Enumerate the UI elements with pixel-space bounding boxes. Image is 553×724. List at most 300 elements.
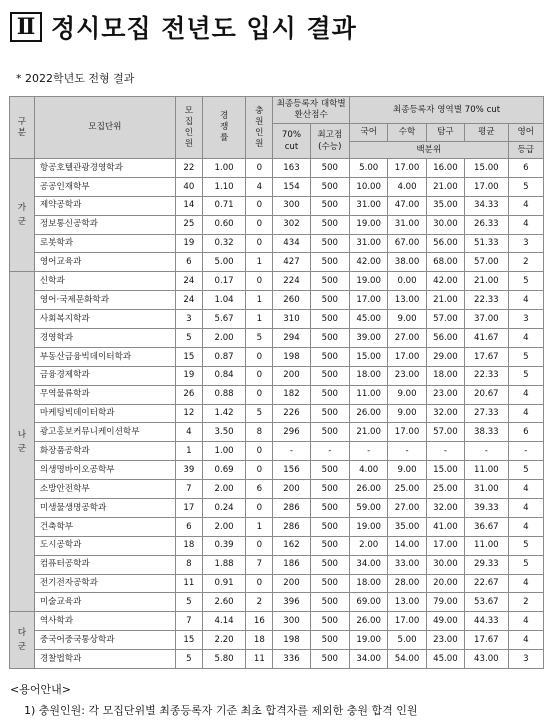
dept-name-cell: 경찰법학과 bbox=[34, 650, 175, 669]
value-cell: 68.00 bbox=[426, 253, 464, 272]
value-cell: 0 bbox=[246, 159, 273, 178]
value-cell: 4 bbox=[508, 517, 543, 536]
value-cell: 17.00 bbox=[426, 536, 464, 555]
value-cell: 4 bbox=[508, 574, 543, 593]
value-cell: 79.00 bbox=[426, 593, 464, 612]
value-cell: 198 bbox=[273, 631, 310, 650]
table-row bbox=[10, 272, 544, 291]
value-cell: 200 bbox=[273, 480, 310, 499]
header-cut70: 70% cut bbox=[273, 124, 310, 159]
header-area-pct: 최종등록자 영역별 70% cut bbox=[350, 97, 544, 124]
value-cell: 0.32 bbox=[202, 234, 246, 253]
table-row bbox=[10, 480, 544, 499]
value-cell: 21.00 bbox=[426, 291, 464, 310]
value-cell: 20.00 bbox=[426, 574, 464, 593]
value-cell: 1.04 bbox=[202, 291, 246, 310]
value-cell: 2.60 bbox=[202, 593, 246, 612]
value-cell: 6 bbox=[508, 423, 543, 442]
value-cell: 1 bbox=[246, 517, 273, 536]
value-cell: 11 bbox=[175, 574, 202, 593]
value-cell: 4.14 bbox=[202, 612, 246, 631]
value-cell: 3 bbox=[175, 310, 202, 329]
value-cell: 1.00 bbox=[202, 442, 246, 461]
value-cell: 17.00 bbox=[388, 612, 426, 631]
value-cell: 0.87 bbox=[202, 347, 246, 366]
value-cell: 500 bbox=[310, 347, 349, 366]
header-math: 수학 bbox=[388, 124, 426, 142]
value-cell: 500 bbox=[310, 291, 349, 310]
value-cell: 17.00 bbox=[388, 423, 426, 442]
value-cell: - bbox=[465, 442, 509, 461]
value-cell: 19.00 bbox=[350, 272, 388, 291]
value-cell: 69.00 bbox=[350, 593, 388, 612]
value-cell: 0 bbox=[246, 366, 273, 385]
header-avg: 평균 bbox=[465, 124, 509, 142]
value-cell: - bbox=[350, 442, 388, 461]
value-cell: 25 bbox=[175, 215, 202, 234]
admission-results-table bbox=[9, 96, 544, 669]
value-cell: 1.10 bbox=[202, 177, 246, 196]
value-cell: 29.33 bbox=[465, 555, 509, 574]
table-row bbox=[10, 310, 544, 329]
dept-name-cell: 화장품공학과 bbox=[34, 442, 175, 461]
value-cell: 15.00 bbox=[426, 461, 464, 480]
table-row bbox=[10, 159, 544, 178]
value-cell: 13.00 bbox=[388, 291, 426, 310]
group-label: 나군 bbox=[10, 272, 35, 612]
value-cell: 17.00 bbox=[388, 347, 426, 366]
value-cell: 162 bbox=[273, 536, 310, 555]
value-cell: 39.00 bbox=[350, 329, 388, 348]
value-cell: 2.00 bbox=[202, 329, 246, 348]
table-row bbox=[10, 593, 544, 612]
value-cell: 35.00 bbox=[388, 517, 426, 536]
dept-name-cell: 소방안전학부 bbox=[34, 480, 175, 499]
value-cell: 500 bbox=[310, 366, 349, 385]
value-cell: 0 bbox=[246, 461, 273, 480]
dept-name-cell: 로봇학과 bbox=[34, 234, 175, 253]
table-row bbox=[10, 385, 544, 404]
table-row bbox=[10, 517, 544, 536]
value-cell: 13.00 bbox=[388, 593, 426, 612]
value-cell: 15 bbox=[175, 347, 202, 366]
value-cell: 0 bbox=[246, 442, 273, 461]
value-cell: 43.00 bbox=[465, 650, 509, 669]
value-cell: 300 bbox=[273, 196, 310, 215]
value-cell: 45.00 bbox=[426, 650, 464, 669]
value-cell: 11 bbox=[246, 650, 273, 669]
value-cell: 6 bbox=[175, 253, 202, 272]
value-cell: 294 bbox=[273, 329, 310, 348]
value-cell: 500 bbox=[310, 536, 349, 555]
table-row bbox=[10, 366, 544, 385]
dept-name-cell: 제약공학과 bbox=[34, 196, 175, 215]
value-cell: 5 bbox=[508, 555, 543, 574]
value-cell: 9.00 bbox=[388, 385, 426, 404]
value-cell: 5.00 bbox=[388, 631, 426, 650]
value-cell: 41.00 bbox=[426, 517, 464, 536]
value-cell: 41.67 bbox=[465, 329, 509, 348]
value-cell: 1 bbox=[175, 442, 202, 461]
value-cell: 5 bbox=[246, 404, 273, 423]
value-cell: 20.67 bbox=[465, 385, 509, 404]
dept-name-cell: 건축학부 bbox=[34, 517, 175, 536]
value-cell: 7 bbox=[246, 555, 273, 574]
value-cell: 0 bbox=[246, 499, 273, 518]
header-max-score: 최고점 (수능) bbox=[310, 124, 349, 159]
value-cell: 7 bbox=[175, 612, 202, 631]
value-cell: 0 bbox=[246, 215, 273, 234]
value-cell: 1.42 bbox=[202, 404, 246, 423]
value-cell: 500 bbox=[310, 329, 349, 348]
value-cell: 154 bbox=[273, 177, 310, 196]
value-cell: 11.00 bbox=[350, 385, 388, 404]
value-cell: 5 bbox=[508, 347, 543, 366]
table-row bbox=[10, 499, 544, 518]
dept-name-cell: 미술교육과 bbox=[34, 593, 175, 612]
value-cell: 226 bbox=[273, 404, 310, 423]
dept-name-cell: 컴퓨터공학과 bbox=[34, 555, 175, 574]
value-cell: 6 bbox=[508, 159, 543, 178]
value-cell: 18.00 bbox=[350, 574, 388, 593]
value-cell: 14.00 bbox=[388, 536, 426, 555]
header-extra: 충원인원 bbox=[246, 97, 273, 159]
table-row bbox=[10, 442, 544, 461]
value-cell: 0.69 bbox=[202, 461, 246, 480]
value-cell: 0 bbox=[246, 196, 273, 215]
value-cell: 12 bbox=[175, 404, 202, 423]
value-cell: 5 bbox=[175, 329, 202, 348]
value-cell: 0.39 bbox=[202, 536, 246, 555]
value-cell: 9.00 bbox=[388, 310, 426, 329]
value-cell: 23.00 bbox=[426, 385, 464, 404]
value-cell: 17.67 bbox=[465, 347, 509, 366]
value-cell: 163 bbox=[273, 159, 310, 178]
value-cell: 38.00 bbox=[388, 253, 426, 272]
table-row bbox=[10, 215, 544, 234]
value-cell: 200 bbox=[273, 574, 310, 593]
value-cell: 15.00 bbox=[465, 159, 509, 178]
value-cell: 49.00 bbox=[426, 612, 464, 631]
value-cell: 18.00 bbox=[426, 366, 464, 385]
value-cell: 1.00 bbox=[202, 159, 246, 178]
value-cell: - bbox=[426, 442, 464, 461]
value-cell: 21.00 bbox=[465, 272, 509, 291]
value-cell: 0 bbox=[246, 536, 273, 555]
dept-name-cell: 마케팅빅데이터학과 bbox=[34, 404, 175, 423]
value-cell: 500 bbox=[310, 612, 349, 631]
value-cell: 0 bbox=[246, 272, 273, 291]
dept-name-cell: 영어·국제문화학과 bbox=[34, 291, 175, 310]
value-cell: 17.00 bbox=[350, 291, 388, 310]
value-cell: 224 bbox=[273, 272, 310, 291]
value-cell: 22 bbox=[175, 159, 202, 178]
value-cell: 56.00 bbox=[426, 234, 464, 253]
value-cell: 0.84 bbox=[202, 366, 246, 385]
value-cell: 500 bbox=[310, 423, 349, 442]
table-row bbox=[10, 574, 544, 593]
value-cell: 22.33 bbox=[465, 291, 509, 310]
value-cell: 500 bbox=[310, 461, 349, 480]
value-cell: 67.00 bbox=[388, 234, 426, 253]
value-cell: 300 bbox=[273, 612, 310, 631]
value-cell: 5 bbox=[508, 536, 543, 555]
value-cell: 286 bbox=[273, 499, 310, 518]
value-cell: 200 bbox=[273, 366, 310, 385]
value-cell: 56.00 bbox=[426, 329, 464, 348]
value-cell: 30.00 bbox=[426, 215, 464, 234]
value-cell: 27.33 bbox=[465, 404, 509, 423]
value-cell: 156 bbox=[273, 461, 310, 480]
header-group: 구분 bbox=[10, 97, 35, 159]
value-cell: 57.00 bbox=[426, 310, 464, 329]
value-cell: 500 bbox=[310, 272, 349, 291]
value-cell: 4 bbox=[508, 196, 543, 215]
table-row bbox=[10, 177, 544, 196]
value-cell: 310 bbox=[273, 310, 310, 329]
dept-name-cell: 도시공학과 bbox=[34, 536, 175, 555]
value-cell: 17 bbox=[175, 499, 202, 518]
value-cell: 500 bbox=[310, 385, 349, 404]
value-cell: 0.00 bbox=[388, 272, 426, 291]
value-cell: 4 bbox=[508, 291, 543, 310]
value-cell: 2 bbox=[508, 593, 543, 612]
value-cell: 5 bbox=[246, 329, 273, 348]
value-cell: 4 bbox=[508, 499, 543, 518]
value-cell: 500 bbox=[310, 196, 349, 215]
value-cell: 0.60 bbox=[202, 215, 246, 234]
value-cell: 4 bbox=[508, 404, 543, 423]
value-cell: 31.00 bbox=[388, 215, 426, 234]
value-cell: 11.00 bbox=[465, 461, 509, 480]
value-cell: 42.00 bbox=[426, 272, 464, 291]
value-cell: 27.00 bbox=[388, 329, 426, 348]
dept-name-cell: 무역물류학과 bbox=[34, 385, 175, 404]
value-cell: 4 bbox=[508, 631, 543, 650]
page-title: 정시모집 전년도 입시 결과 bbox=[51, 14, 357, 43]
value-cell: 5 bbox=[508, 177, 543, 196]
value-cell: 3 bbox=[508, 234, 543, 253]
value-cell: 34.33 bbox=[465, 196, 509, 215]
value-cell: 24 bbox=[175, 291, 202, 310]
value-cell: 0.71 bbox=[202, 196, 246, 215]
header-percentile: 백분위 bbox=[350, 142, 509, 159]
table-row bbox=[10, 234, 544, 253]
header-korean: 국어 bbox=[350, 124, 388, 142]
value-cell: - bbox=[508, 442, 543, 461]
value-cell: 19 bbox=[175, 234, 202, 253]
value-cell: 36.67 bbox=[465, 517, 509, 536]
value-cell: 22.67 bbox=[465, 574, 509, 593]
table-row bbox=[10, 612, 544, 631]
dept-name-cell: 전기전자공학과 bbox=[34, 574, 175, 593]
dept-name-cell: 항공호텔관광경영학과 bbox=[34, 159, 175, 178]
value-cell: 34.00 bbox=[350, 650, 388, 669]
notes-heading: <용어안내> bbox=[10, 683, 71, 696]
value-cell: 33.00 bbox=[388, 555, 426, 574]
value-cell: 336 bbox=[273, 650, 310, 669]
value-cell: 500 bbox=[310, 253, 349, 272]
dept-name-cell: 역사학과 bbox=[34, 612, 175, 631]
value-cell: 8 bbox=[246, 423, 273, 442]
value-cell: 28.00 bbox=[388, 574, 426, 593]
value-cell: 500 bbox=[310, 650, 349, 669]
value-cell: 2 bbox=[246, 593, 273, 612]
value-cell: 17.00 bbox=[465, 177, 509, 196]
value-cell: 18.00 bbox=[350, 366, 388, 385]
value-cell: 500 bbox=[310, 215, 349, 234]
value-cell: 5 bbox=[508, 366, 543, 385]
value-cell: 434 bbox=[273, 234, 310, 253]
header-recruit: 모집인원 bbox=[175, 97, 202, 159]
value-cell: 500 bbox=[310, 159, 349, 178]
value-cell: 23.00 bbox=[388, 366, 426, 385]
value-cell: 5 bbox=[175, 650, 202, 669]
value-cell: 24 bbox=[175, 272, 202, 291]
value-cell: 6 bbox=[175, 517, 202, 536]
value-cell: 0 bbox=[246, 347, 273, 366]
value-cell: - bbox=[310, 442, 349, 461]
value-cell: 15 bbox=[175, 631, 202, 650]
value-cell: 0 bbox=[246, 574, 273, 593]
value-cell: 38.33 bbox=[465, 423, 509, 442]
value-cell: 4 bbox=[508, 612, 543, 631]
value-cell: 2.20 bbox=[202, 631, 246, 650]
dept-name-cell: 영어교육과 bbox=[34, 253, 175, 272]
value-cell: - bbox=[273, 442, 310, 461]
value-cell: 39 bbox=[175, 461, 202, 480]
table-caption: * 2022학년도 전형 결과 bbox=[16, 72, 135, 85]
table-row bbox=[10, 536, 544, 555]
value-cell: 42.00 bbox=[350, 253, 388, 272]
value-cell: 302 bbox=[273, 215, 310, 234]
value-cell: 5 bbox=[175, 593, 202, 612]
value-cell: 2.00 bbox=[350, 536, 388, 555]
header-grade: 등급 bbox=[508, 142, 543, 159]
value-cell: 1 bbox=[246, 291, 273, 310]
value-cell: 186 bbox=[273, 555, 310, 574]
value-cell: 1.88 bbox=[202, 555, 246, 574]
value-cell: 500 bbox=[310, 593, 349, 612]
value-cell: 37.00 bbox=[465, 310, 509, 329]
value-cell: 57.00 bbox=[426, 423, 464, 442]
value-cell: 17.00 bbox=[388, 159, 426, 178]
section-number-box: Ⅱ bbox=[10, 12, 42, 42]
dept-name-cell: 정보통신공학과 bbox=[34, 215, 175, 234]
value-cell: 26.33 bbox=[465, 215, 509, 234]
value-cell: 51.33 bbox=[465, 234, 509, 253]
value-cell: 18 bbox=[175, 536, 202, 555]
value-cell: 427 bbox=[273, 253, 310, 272]
value-cell: 11.00 bbox=[465, 536, 509, 555]
value-cell: 2.00 bbox=[202, 480, 246, 499]
value-cell: 19 bbox=[175, 366, 202, 385]
value-cell: 0 bbox=[246, 385, 273, 404]
value-cell: 23.00 bbox=[426, 631, 464, 650]
value-cell: 500 bbox=[310, 177, 349, 196]
value-cell: 500 bbox=[310, 555, 349, 574]
value-cell: 9.00 bbox=[388, 461, 426, 480]
header-inquiry: 탐구 bbox=[426, 124, 464, 142]
value-cell: 500 bbox=[310, 404, 349, 423]
value-cell: 3 bbox=[508, 650, 543, 669]
value-cell: 286 bbox=[273, 517, 310, 536]
table-row bbox=[10, 196, 544, 215]
dept-name-cell: 광고홍보커뮤니케이션학부 bbox=[34, 423, 175, 442]
value-cell: 500 bbox=[310, 480, 349, 499]
value-cell: 16.00 bbox=[426, 159, 464, 178]
table-row bbox=[10, 253, 544, 272]
value-cell: 32.00 bbox=[426, 499, 464, 518]
value-cell: 500 bbox=[310, 517, 349, 536]
value-cell: 500 bbox=[310, 499, 349, 518]
value-cell: 34.00 bbox=[350, 555, 388, 574]
table-row bbox=[10, 650, 544, 669]
dept-name-cell: 부동산금융빅데이터학과 bbox=[34, 347, 175, 366]
value-cell: 5.00 bbox=[350, 159, 388, 178]
value-cell: 8 bbox=[175, 555, 202, 574]
value-cell: 32.00 bbox=[426, 404, 464, 423]
page-title-row bbox=[10, 9, 357, 45]
value-cell: 54.00 bbox=[388, 650, 426, 669]
value-cell: 500 bbox=[310, 574, 349, 593]
value-cell: 0.91 bbox=[202, 574, 246, 593]
value-cell: 26.00 bbox=[350, 404, 388, 423]
value-cell: 25.00 bbox=[426, 480, 464, 499]
table-row bbox=[10, 461, 544, 480]
header-dept: 모집단위 bbox=[34, 97, 175, 159]
value-cell: 2.00 bbox=[202, 517, 246, 536]
value-cell: 3.50 bbox=[202, 423, 246, 442]
value-cell: 18 bbox=[246, 631, 273, 650]
value-cell: 17.67 bbox=[465, 631, 509, 650]
value-cell: 26.00 bbox=[350, 480, 388, 499]
value-cell: 182 bbox=[273, 385, 310, 404]
value-cell: 4.00 bbox=[350, 461, 388, 480]
value-cell: 2 bbox=[508, 253, 543, 272]
value-cell: 1 bbox=[246, 310, 273, 329]
group-label: 다군 bbox=[10, 612, 35, 669]
value-cell: 5.00 bbox=[202, 253, 246, 272]
value-cell: 21.00 bbox=[426, 177, 464, 196]
table-row bbox=[10, 329, 544, 348]
value-cell: 260 bbox=[273, 291, 310, 310]
value-cell: 10.00 bbox=[350, 177, 388, 196]
dept-name-cell: 경영학과 bbox=[34, 329, 175, 348]
value-cell: 4 bbox=[508, 215, 543, 234]
dept-name-cell: 의생명바이오공학부 bbox=[34, 461, 175, 480]
dept-name-cell: 신학과 bbox=[34, 272, 175, 291]
header-english: 영어 bbox=[508, 124, 543, 142]
value-cell: 296 bbox=[273, 423, 310, 442]
dept-name-cell: 공공인재학부 bbox=[34, 177, 175, 196]
value-cell: 5 bbox=[508, 461, 543, 480]
value-cell: - bbox=[388, 442, 426, 461]
value-cell: 0.88 bbox=[202, 385, 246, 404]
value-cell: 26.00 bbox=[350, 612, 388, 631]
value-cell: 4 bbox=[508, 385, 543, 404]
value-cell: 30.00 bbox=[426, 555, 464, 574]
value-cell: 5 bbox=[508, 272, 543, 291]
value-cell: 35.00 bbox=[426, 196, 464, 215]
value-cell: 4 bbox=[508, 329, 543, 348]
header-final-score: 최종등록자 대학별 환산점수 bbox=[273, 97, 350, 124]
table-row bbox=[10, 423, 544, 442]
value-cell: 47.00 bbox=[388, 196, 426, 215]
value-cell: 40 bbox=[175, 177, 202, 196]
table-row bbox=[10, 347, 544, 366]
value-cell: 22.33 bbox=[465, 366, 509, 385]
